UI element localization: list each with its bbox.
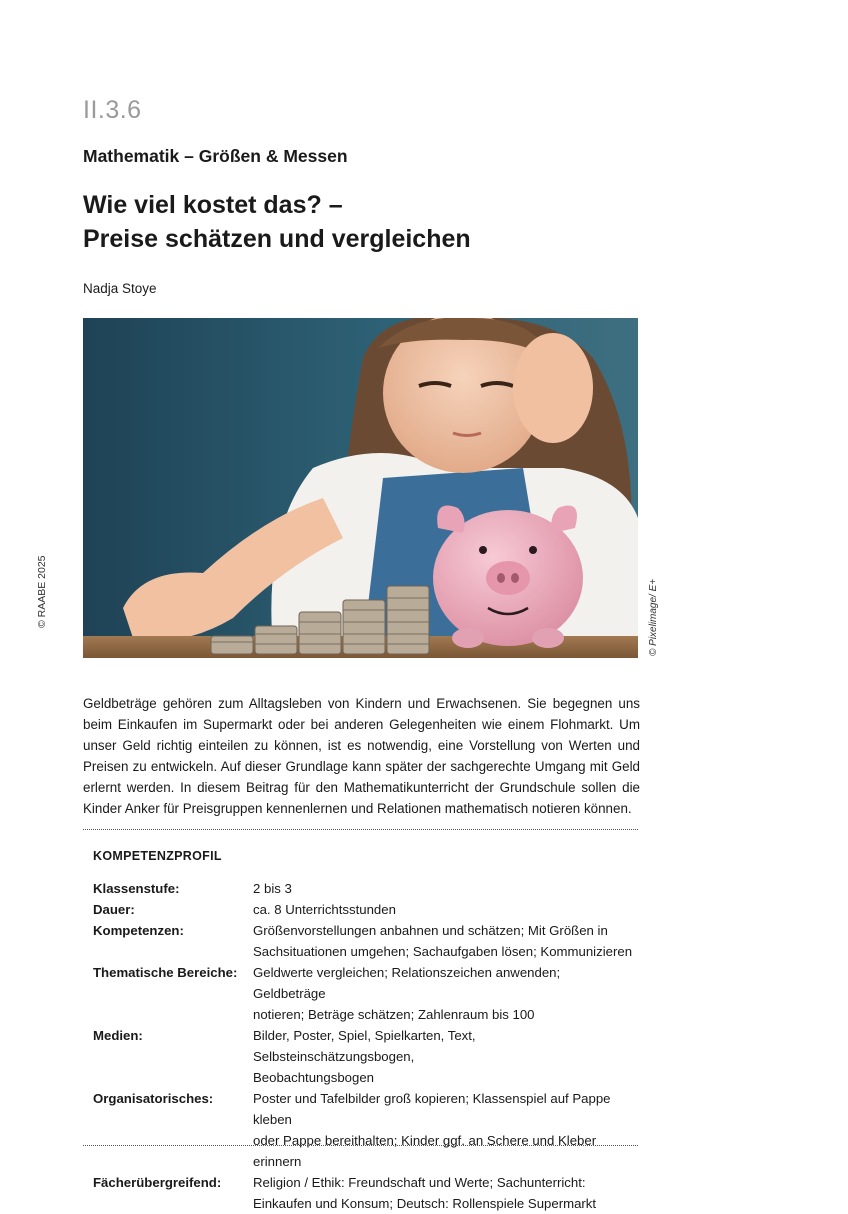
- profile-row-value-line: Sachsituationen umgehen; Sachaufgaben lösen; Kommunizieren: [253, 944, 633, 959]
- profile-row-value-line: Geldwerte vergleichen; Relationszeichen anwenden; Geldbeträge: [253, 965, 561, 1001]
- profile-row-value-line: 2 bis 3: [253, 881, 292, 896]
- profile-row-label: Organisatorisches:: [93, 1091, 214, 1106]
- profile-row-value-line: Bilder, Poster, Spiel, Spielkarten, Text, Selbsteinschätzungsbogen,: [253, 1028, 476, 1064]
- copyright-note: © RAABE 2025: [36, 555, 48, 628]
- profile-row: [93, 1088, 633, 1172]
- girl-with-piggy-bank-image: [83, 318, 638, 658]
- profile-row-value: [253, 962, 633, 1025]
- profile-row-label: Dauer:: [93, 902, 135, 917]
- profile-row-value-line: Poster und Tafelbilder groß kopieren; Klassenspiel auf Pappe kleben: [253, 1091, 611, 1127]
- profile-row-value: [253, 1025, 633, 1088]
- intro-paragraph: Geldbeträge gehören zum Alltagsleben von Kindern und Erwachsenen. Sie begegnen uns beim Einkaufen im Supermarkt oder bei anderen Gelegenheiten wie einem Flohmarkt. Um unser Geld richtig einteilen zu können, ist es notwendig, eine Vorstellung von Werten und Preisen zu entwickeln. Auf dieser Grundlage kann später der sachgerechte Umgang mit Geld erlernt werden. In diesem Beitrag für den Mathematikunterricht der Grundschule sollen die Kinder Anker für Preisgruppen kennenlernen und Relationen mathematisch notieren können.: [83, 696, 640, 817]
- divider-bottom: [83, 1145, 638, 1146]
- competence-profile-heading: KOMPETENZPROFIL: [93, 849, 222, 863]
- profile-row: [93, 920, 633, 962]
- profile-row: [93, 1025, 633, 1088]
- competence-profile-table: [93, 878, 633, 1214]
- profile-row-value-line: ca. 8 Unterrichtsstunden: [253, 902, 396, 917]
- profile-row-label: Thematische Bereiche:: [93, 965, 238, 980]
- profile-row-label: Medien:: [93, 1028, 143, 1043]
- profile-row: [93, 962, 633, 1025]
- profile-row-value-line: Religion / Ethik: Freundschaft und Werte; Sachunterricht:: [253, 1175, 586, 1190]
- title-line-2: Preise schätzen und vergleichen: [83, 225, 471, 253]
- profile-row-value-line: Beobachtungsbogen: [253, 1070, 374, 1085]
- profile-row: [93, 878, 633, 899]
- profile-row-value: [253, 878, 633, 899]
- divider-top: [83, 829, 638, 830]
- profile-row-value: [253, 1088, 633, 1172]
- subject-heading: Mathematik – Größen & Messen: [83, 146, 348, 166]
- profile-row-value: [253, 899, 633, 920]
- profile-row-value-line: Größenvorstellungen anbahnen und schätzen; Mit Größen in: [253, 923, 608, 938]
- profile-row: [93, 899, 633, 920]
- profile-row-value-line: oder Pappe bereithalten; Kinder ggf. an Schere und Kleber erinnern: [253, 1133, 597, 1169]
- profile-row: [93, 1172, 633, 1214]
- profile-row-value: [253, 920, 633, 962]
- section-code: II.3.6: [83, 96, 142, 124]
- profile-row-value-line: Einkaufen und Konsum; Deutsch: Rollenspiele Supermarkt: [253, 1196, 597, 1211]
- photo-credit: © Pixelimage/ E+: [648, 578, 659, 656]
- profile-row-value: [253, 1172, 633, 1214]
- profile-row-value-line: notieren; Beträge schätzen; Zahlenraum bis 100: [253, 1007, 535, 1022]
- profile-row-label: Klassenstufe:: [93, 881, 180, 896]
- profile-row-label: Fächerübergreifend:: [93, 1175, 222, 1190]
- title-line-1: Wie viel kostet das? –: [83, 191, 343, 219]
- cover-photo: [83, 318, 638, 658]
- page-title: [83, 188, 471, 256]
- profile-row-label: Kompetenzen:: [93, 923, 184, 938]
- author: Nadja Stoye: [83, 281, 157, 296]
